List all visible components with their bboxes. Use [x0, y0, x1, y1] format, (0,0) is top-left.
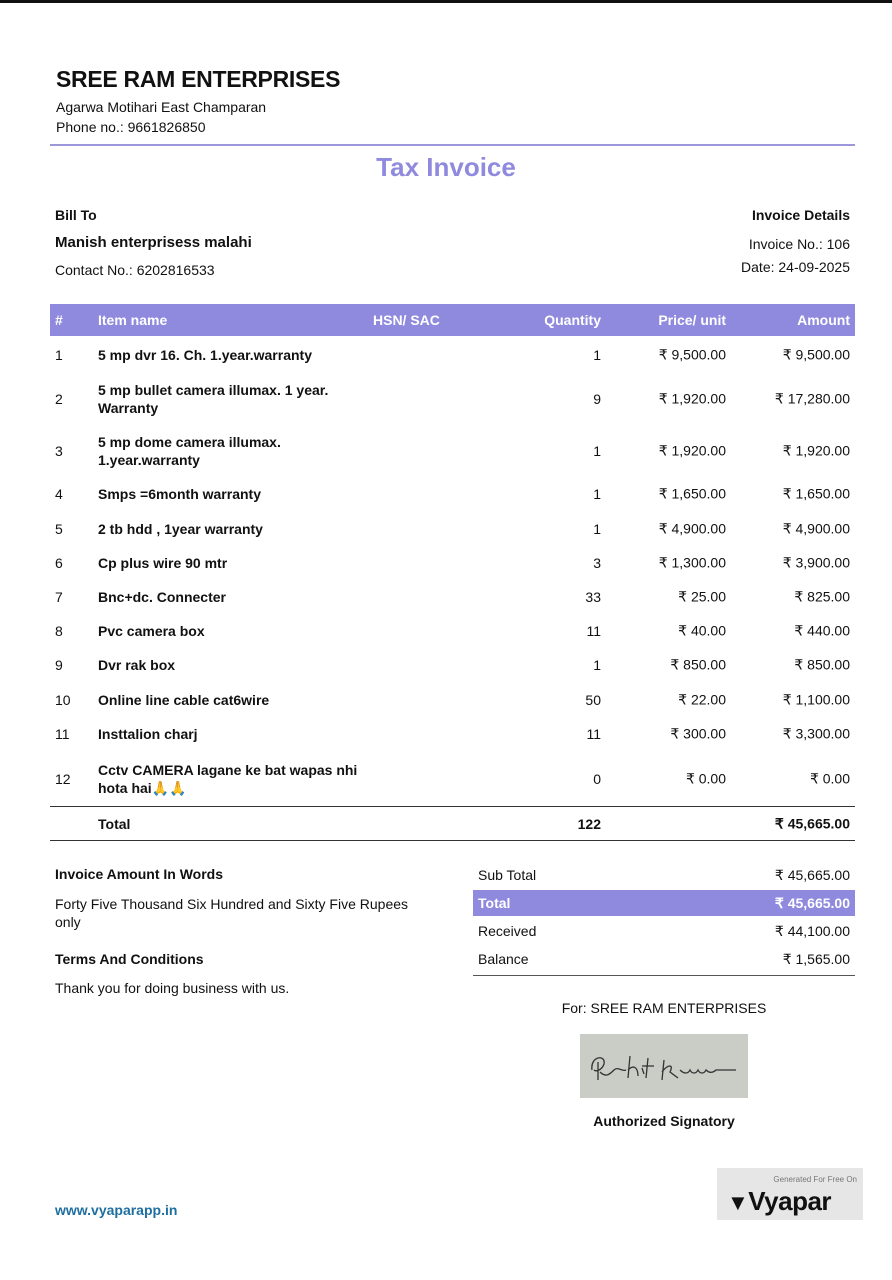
authorized-signatory-label: Authorized Signatory	[593, 1113, 735, 1129]
item-name: Cp plus wire 90 mtr	[98, 555, 228, 571]
footer-link[interactable]: www.vyaparapp.in	[55, 1202, 178, 1218]
item-amount: ₹ 440.00	[794, 622, 850, 639]
row-number: 2	[55, 390, 63, 407]
item-name: 5 mp dvr 16. Ch. 1.year.warranty	[98, 347, 312, 363]
item-price: ₹ 1,300.00	[658, 554, 726, 571]
item-quantity: 1	[593, 520, 601, 537]
item-quantity: 1	[593, 486, 601, 502]
top-border	[0, 0, 892, 3]
col-amount: Amount	[797, 312, 850, 328]
terms-label: Terms And Conditions	[55, 951, 204, 967]
company-name: SREE RAM ENTERPRISES	[56, 66, 341, 92]
amount-in-words: Forty Five Thousand Six Hundred and Sixty Five Rupees only	[55, 896, 409, 930]
table-row	[50, 717, 855, 751]
summary-balance	[473, 946, 855, 972]
table-row	[50, 511, 855, 546]
summary-received	[473, 918, 855, 944]
row-number: 10	[55, 692, 71, 708]
item-price: ₹ 1,920.00	[658, 442, 726, 459]
item-quantity: 1	[593, 657, 601, 673]
item-name: Online line cable cat6wire	[98, 692, 270, 708]
col-price: Price/ unit	[658, 312, 726, 328]
item-name: Cctv CAMERA lagane ke bat wapas nhi hota hai🙏🙏	[98, 762, 358, 796]
item-amount: ₹ 850.00	[794, 656, 850, 673]
row-number: 8	[55, 623, 63, 639]
item-quantity: 9	[593, 390, 601, 407]
company-phone: Phone no.: 9661826850	[56, 119, 206, 135]
table-row	[50, 338, 855, 372]
row-number: 11	[55, 726, 70, 742]
row-number: 5	[55, 520, 63, 537]
received-label: Received	[478, 923, 537, 939]
col-number: #	[55, 312, 63, 328]
item-amount: ₹ 3,900.00	[782, 554, 850, 571]
total-label: Total	[98, 815, 131, 832]
table-row	[50, 425, 855, 477]
total-value: ₹ 45,665.00	[774, 895, 850, 911]
balance-label: Balance	[478, 951, 529, 967]
table-row	[50, 580, 855, 614]
table-row	[50, 477, 855, 511]
item-amount: ₹ 0.00	[809, 770, 850, 787]
badge-caption: Generated For Free On	[773, 1175, 857, 1184]
item-amount: ₹ 1,100.00	[782, 691, 850, 708]
total-amount: ₹ 45,665.00	[774, 815, 850, 831]
item-quantity: 50	[585, 692, 601, 708]
customer-contact: Contact No.: 6202816533	[55, 262, 215, 278]
row-number: 4	[55, 486, 63, 502]
item-quantity: 1	[593, 443, 601, 459]
row-number: 1	[55, 347, 63, 363]
item-name: 5 mp bullet camera illumax. 1 year. Warranty	[98, 381, 329, 416]
item-name: Smps =6month warranty	[98, 486, 261, 502]
item-price: ₹ 300.00	[670, 725, 726, 742]
sub-total-value: ₹ 45,665.00	[774, 867, 850, 883]
item-amount: ₹ 17,280.00	[774, 390, 850, 406]
table-row	[50, 614, 855, 648]
item-name: Dvr rak box	[98, 657, 176, 673]
item-amount: ₹ 1,920.00	[782, 442, 850, 459]
row-number: 3	[55, 443, 63, 459]
item-quantity: 33	[585, 589, 601, 605]
sub-total-label: Sub Total	[478, 867, 537, 883]
balance-value: ₹ 1,565.00	[782, 951, 850, 967]
row-number: 12	[55, 771, 71, 787]
col-quantity: Quantity	[544, 312, 601, 328]
for-company: For: SREE RAM ENTERPRISES	[561, 1000, 767, 1016]
row-number: 9	[55, 657, 63, 673]
item-price: ₹ 9,500.00	[658, 346, 726, 363]
table-row	[50, 648, 855, 682]
company-address: Agarwa Motihari East Champaran	[56, 99, 267, 115]
vyapar-logo: ▼Vyapar	[727, 1186, 832, 1216]
item-name: 2 tb hdd , 1year warranty	[98, 520, 263, 537]
invoice-number: Invoice No.: 106	[748, 236, 850, 252]
item-price: ₹ 0.00	[685, 770, 726, 787]
document-title: Tax Invoice	[376, 152, 516, 182]
invoice-details-label: Invoice Details	[751, 207, 850, 223]
item-name: Bnc+dc. Connecter	[98, 589, 226, 605]
item-price: ₹ 4,900.00	[658, 520, 726, 536]
item-name: Insttalion charj	[98, 726, 198, 742]
item-name: Pvc camera box	[98, 623, 205, 639]
item-amount: ₹ 825.00	[794, 588, 850, 605]
total-row	[50, 807, 855, 840]
received-value: ₹ 44,100.00	[774, 923, 850, 939]
item-price: ₹ 22.00	[678, 691, 726, 708]
item-amount: ₹ 3,300.00	[782, 725, 850, 742]
item-quantity: 3	[593, 555, 601, 571]
table-row	[50, 372, 855, 425]
item-price: ₹ 25.00	[678, 588, 726, 605]
item-amount: ₹ 1,650.00	[782, 485, 850, 502]
invoice-date: Date: 24-09-2025	[741, 259, 850, 275]
item-quantity: 11	[586, 623, 601, 639]
vyapar-badge[interactable]	[717, 1168, 863, 1220]
item-quantity: 1	[593, 347, 601, 363]
total-divider-bottom	[50, 840, 855, 841]
row-number: 7	[55, 589, 63, 605]
col-hsn: HSN/ SAC	[373, 312, 440, 328]
summary-sub-total	[473, 862, 855, 888]
item-price: ₹ 1,920.00	[658, 390, 726, 406]
terms-text: Thank you for doing business with us.	[55, 980, 290, 996]
table-header	[50, 304, 855, 336]
signature-image	[580, 1034, 748, 1098]
item-price: ₹ 1,650.00	[658, 485, 726, 502]
item-name: 5 mp dome camera illumax. 1.year.warranty	[98, 434, 281, 468]
total-quantity: 122	[577, 815, 601, 832]
row-number: 6	[55, 555, 63, 571]
item-amount: ₹ 9,500.00	[782, 346, 850, 363]
table-row	[50, 546, 855, 580]
table-row	[50, 683, 855, 717]
item-quantity: 0	[593, 771, 601, 787]
item-price: ₹ 850.00	[670, 656, 726, 673]
summary-divider	[473, 975, 855, 976]
item-amount: ₹ 4,900.00	[782, 520, 850, 536]
vyapar-mark-icon: ▼	[727, 1190, 749, 1215]
item-price: ₹ 40.00	[678, 622, 726, 639]
table-row	[50, 753, 855, 805]
amount-in-words-label: Invoice Amount In Words	[55, 866, 224, 882]
customer-name: Manish enterprisess malahi	[55, 234, 252, 251]
header-divider	[50, 144, 855, 146]
col-item-name: Item name	[98, 312, 168, 328]
bill-to-label: Bill To	[55, 207, 97, 223]
total-label: Total	[478, 895, 511, 911]
summary-total	[473, 890, 855, 916]
item-quantity: 11	[586, 726, 601, 742]
